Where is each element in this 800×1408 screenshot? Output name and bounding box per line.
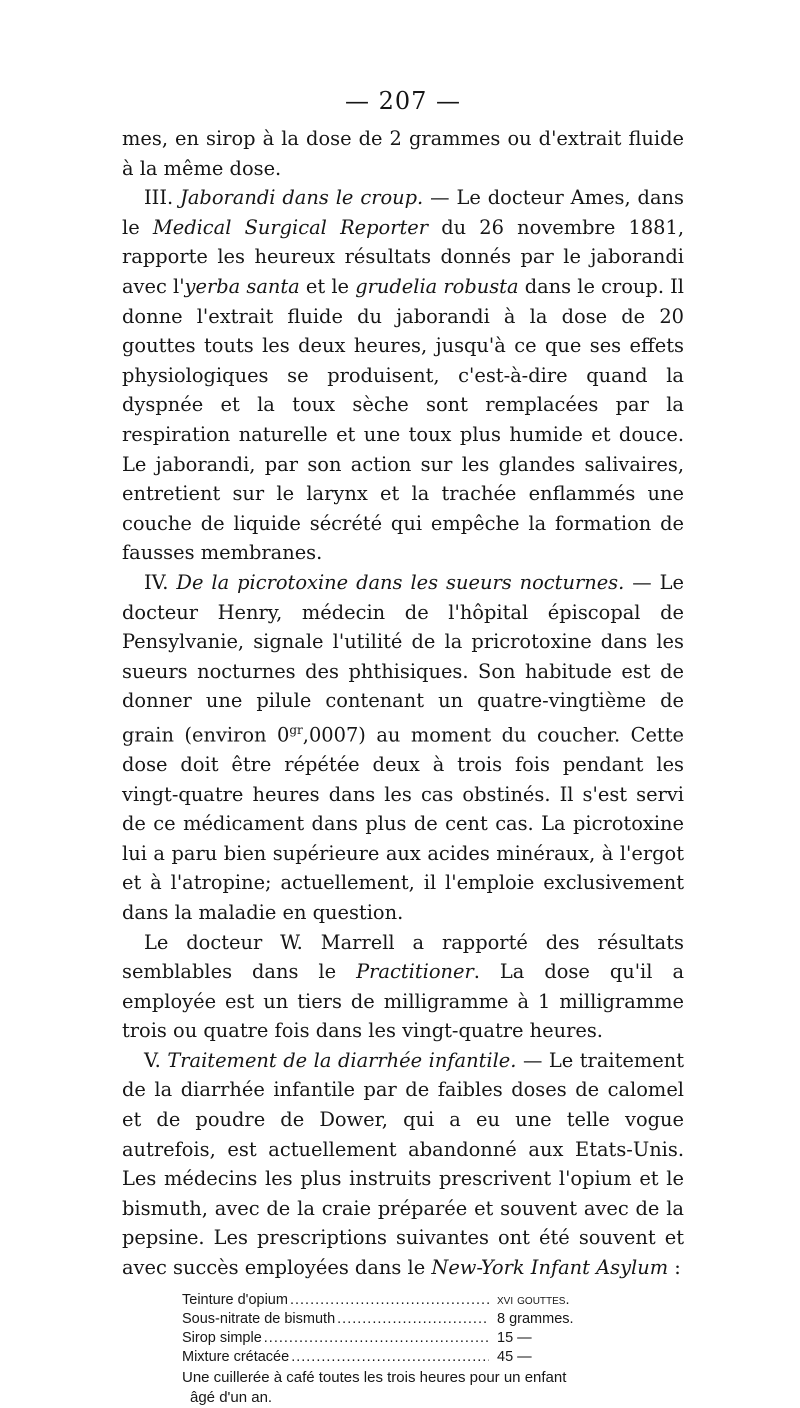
prescription-row: [182, 1291, 622, 1310]
document-page: [122, 86, 684, 1408]
instruction-line: Une cuillerée à café toutes les trois heures pour un enfant: [182, 1368, 567, 1386]
paragraph-text: — Le traitement de la diarrhée infantile par de faibles doses de calomel et de poudre de Dower, qui a eu une telle vogue autrefois, est actuellement abandonné aux Etats-Unis. Les médecins les plus instruits prescrivent l'opium et le bismuth, avec de la craie préparée et souvent avec de la pepsine. Les prescriptions suivantes ont été souvent et avec succès employées dans le: [122, 1048, 684, 1280]
prescription-row: [182, 1310, 622, 1329]
ingredient-quantity: 8 grammes.: [497, 1310, 574, 1327]
paragraph-text: Le docteur W. Marrell a rapporté des résultats semblables dans le: [122, 930, 684, 984]
section-title: De la picrotoxine dans les sueurs nocturnes.: [176, 570, 625, 594]
paragraph-text: . La dose qu'il a employée est un tiers de milligramme à 1 milligramme trois ou quatre fois dans les vingt-quatre heures.: [122, 960, 685, 1043]
section-iii-jaborandi: [122, 183, 684, 568]
paragraph-text: :: [668, 1256, 681, 1280]
ingredient-quantity: 15 —: [497, 1329, 532, 1346]
journal-name: Practitioner: [356, 960, 474, 984]
section-title: Jaborandi dans le croup.: [180, 186, 424, 210]
paragraph-text: ,0007) au moment du coucher. Cette dose doit être répétée deux à trois fois pendant les vingt-quatre heures dans les cas obstinés. Il s'est servi de ce médicament dans plus de cent cas. La picrotoxine lui a paru bien supérieure aux acides minéraux, à l'ergot et à l'atropine; actuellement, il l'emploie exclusivement dans la maladie en question.: [122, 723, 684, 924]
unit-superscript: gr: [289, 722, 303, 737]
ingredient-name: Mixture crétacée: [182, 1348, 290, 1365]
paragraph-text: mes, en sirop à la dose de 2 grammes ou d'extrait fluide à la même dose.: [122, 127, 684, 180]
section-v-diarrhee: [122, 1046, 684, 1283]
section-number: V.: [144, 1048, 161, 1072]
plant-name: grudelia robusta: [355, 274, 519, 298]
dot-leader: [291, 1348, 489, 1367]
ingredient-name: Teinture d'opium: [182, 1291, 288, 1308]
paragraph-marrell: [122, 928, 684, 1046]
section-iv-picrotoxine: [122, 568, 684, 928]
institution-name: New-York Infant Asylum: [431, 1256, 669, 1280]
paragraph-text: — Le docteur Henry, médecin de l'hôpital épiscopal de Pensylvanie, signale l'utilité de la pricrotoxine dans les sueurs nocturnes des phthisiques. Son habitude est de donner une pilule contenant un quatre-vingtième de grain (environ 0: [122, 570, 684, 747]
paragraph-text: et le: [299, 274, 356, 298]
dosage-instruction: [182, 1368, 622, 1408]
plant-name: yerba santa: [184, 274, 300, 298]
paragraph-syrup-dose: [122, 124, 684, 183]
prescription-row: [182, 1329, 622, 1348]
section-number: IV.: [144, 570, 169, 594]
dot-leader: [264, 1329, 489, 1348]
journal-name: Medical Surgical Reporter: [152, 215, 429, 239]
paragraph-text: dans le croup. Il donne l'extrait fluide du jaborandi à la dose de 20 gouttes touts les deux heures, jusqu'à ce que ses effets physiologiques se produisent, c'est-à-dire quand la dyspnée et la toux sèche sont remplacées par la respiration naturelle et une toux plus humide et douce. Le jaborandi, par son action sur les glandes salivaires, entretient sur le larynx et la trachée enflammés une couche de liquide sécrété qui empêche la formation de fausses membranes.: [122, 274, 685, 565]
instruction-line: âgé d'un an.: [190, 1388, 273, 1406]
page-number: — 207 —: [344, 87, 462, 115]
dot-leader: [337, 1310, 489, 1329]
ingredient-quantity: xvi gouttes.: [497, 1291, 570, 1308]
section-title: Traitement de la diarrhée infantile.: [167, 1048, 517, 1072]
ingredient-name: Sirop simple: [182, 1329, 262, 1346]
paragraph-text: — Le docteur Ames, dans le: [122, 186, 684, 239]
prescription-row: [182, 1348, 622, 1367]
ingredient-quantity: 45 —: [497, 1348, 532, 1365]
dot-leader: [290, 1291, 489, 1310]
section-number: III.: [144, 186, 174, 210]
prescription-list: [182, 1291, 622, 1408]
paragraph-text: du 26 novembre 1881, rapporte les heureux résultats donnés par le jaborandi avec l': [122, 215, 684, 298]
ingredient-name: Sous-nitrate de bismuth: [182, 1310, 336, 1327]
